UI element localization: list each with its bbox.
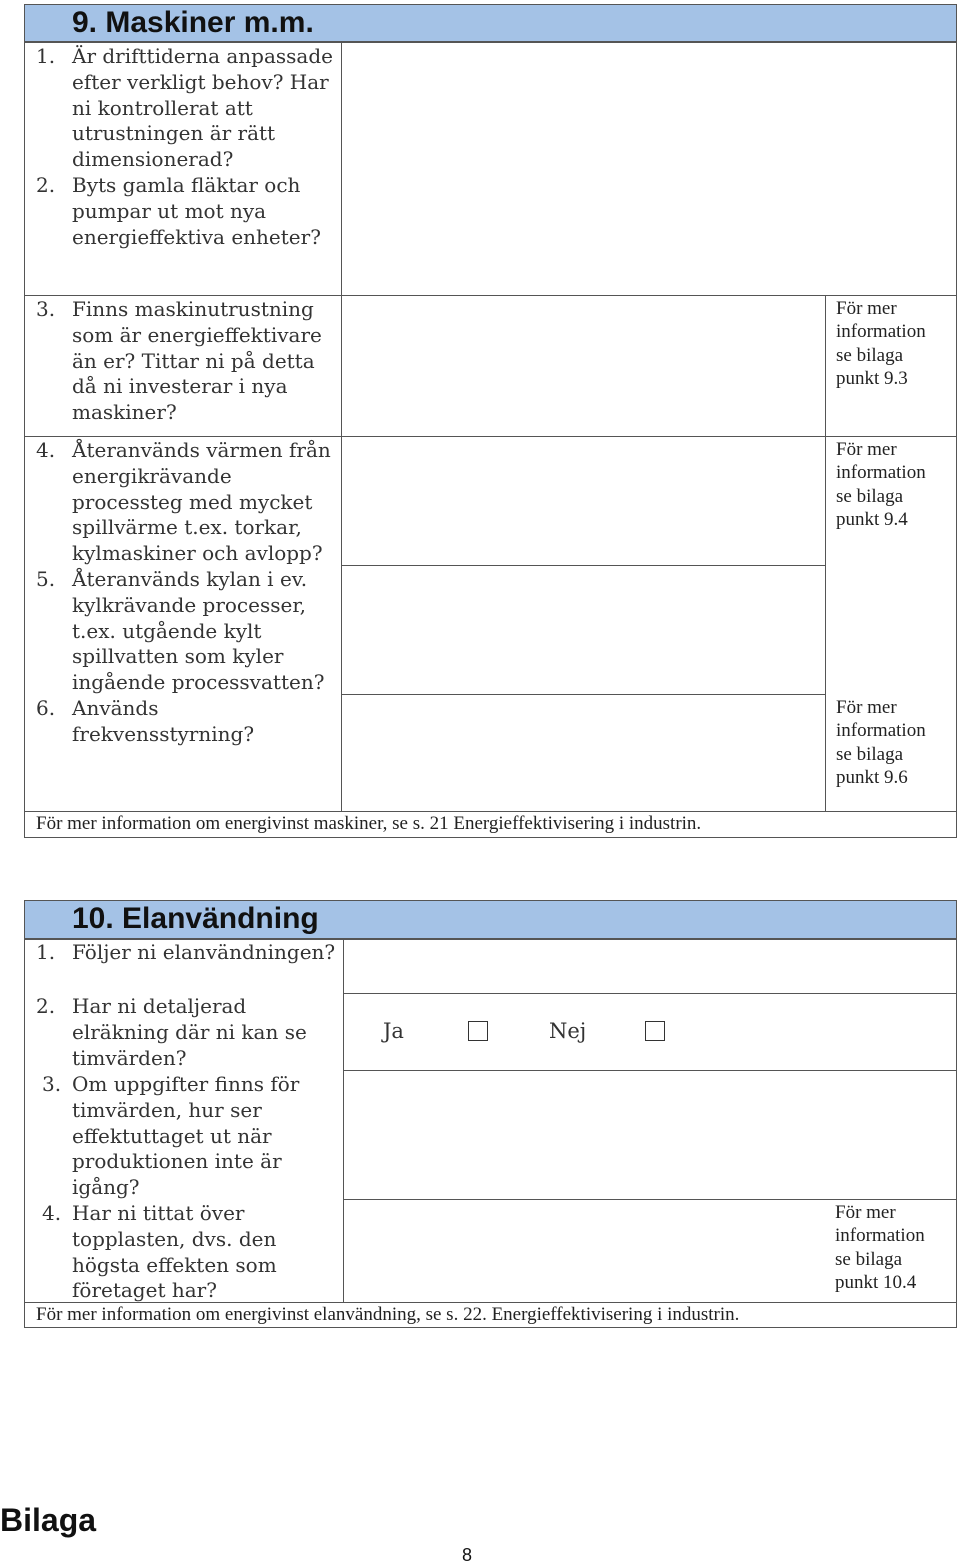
divider <box>341 295 957 296</box>
no-checkbox[interactable] <box>645 1021 665 1041</box>
question-text: Återanvänds värmen från energikrävande processteg med mycket spillvärme t.ex. torkar, kylmaskiner och avlopp? <box>72 438 331 566</box>
divider <box>24 436 341 437</box>
question-number: 3. <box>42 1072 62 1096</box>
question-text: Återanvänds kylan i ev. kylkrävande processer, t.ex. utgående kylt spillvatten som kyler ingående processvatten? <box>72 567 325 695</box>
divider <box>341 436 957 437</box>
question-text: Om uppgifter finns för timvärden, hur ser effektuttaget ut när produktionen inte är igång? <box>72 1072 300 1200</box>
info-reference-9-4: För mer information se bilaga punkt 9.4 <box>836 439 926 531</box>
question-text: Är drifttiderna anpassade efter verkligt behov? Har ni kontrollerat att utrustningen är rätt dimensionerad? <box>72 44 333 172</box>
question-number: 1. <box>36 44 56 68</box>
divider <box>343 1070 957 1071</box>
question-number: 4. <box>42 1201 62 1225</box>
question-text: Används frekvensstyrning? <box>72 696 255 746</box>
question-text: Följer ni elanvändningen? <box>72 940 336 964</box>
no-label: Nej <box>549 1019 587 1043</box>
question-number: 4. <box>36 438 56 462</box>
question-number: 6. <box>36 696 56 720</box>
question-text: Har ni tittat över topplasten, dvs. den högsta effekten som företaget har? <box>72 1201 277 1303</box>
divider <box>343 993 957 994</box>
page-number: 8 <box>462 1545 473 1565</box>
info-reference-10-4: För mer information se bilaga punkt 10.4 <box>835 1202 925 1294</box>
question-number: 2. <box>36 173 56 197</box>
question-number: 2. <box>36 994 56 1018</box>
appendix-heading: Bilaga <box>0 1502 97 1538</box>
divider <box>343 1199 957 1200</box>
info-reference-9-6: För mer information se bilaga punkt 9.6 <box>836 697 926 789</box>
question-text: Byts gamla fläktar och pumpar ut mot nya energieffektiva enheter? <box>72 173 321 249</box>
question-number: 5. <box>36 567 56 591</box>
divider <box>341 42 342 812</box>
divider <box>825 295 826 811</box>
divider <box>24 295 341 296</box>
yes-checkbox[interactable] <box>468 1021 488 1041</box>
question-text: Finns maskinutrustning som är energieffektivare än er? Tittar ni på detta då ni investerar i nya maskiner? <box>72 297 322 425</box>
yes-label: Ja <box>383 1019 404 1043</box>
question-text: Har ni detaljerad elräkning där ni kan se timvärden? <box>72 994 307 1070</box>
section-10-title: 10. Elanvändning <box>72 902 319 935</box>
section-9-title: 9. Maskiner m.m. <box>72 6 314 39</box>
info-reference-9-3: För mer information se bilaga punkt 9.3 <box>836 298 926 390</box>
divider <box>341 694 825 695</box>
divider <box>341 565 825 566</box>
section-9-footer: För mer information om energivinst maskiner, se s. 21 Energieffektivisering i industrin. <box>36 813 702 834</box>
question-number: 3. <box>36 297 56 321</box>
section-10-footer: För mer information om energivinst elanvändning, se s. 22. Energieffektivisering i industrin. <box>36 1304 740 1325</box>
question-number: 1. <box>36 940 56 964</box>
